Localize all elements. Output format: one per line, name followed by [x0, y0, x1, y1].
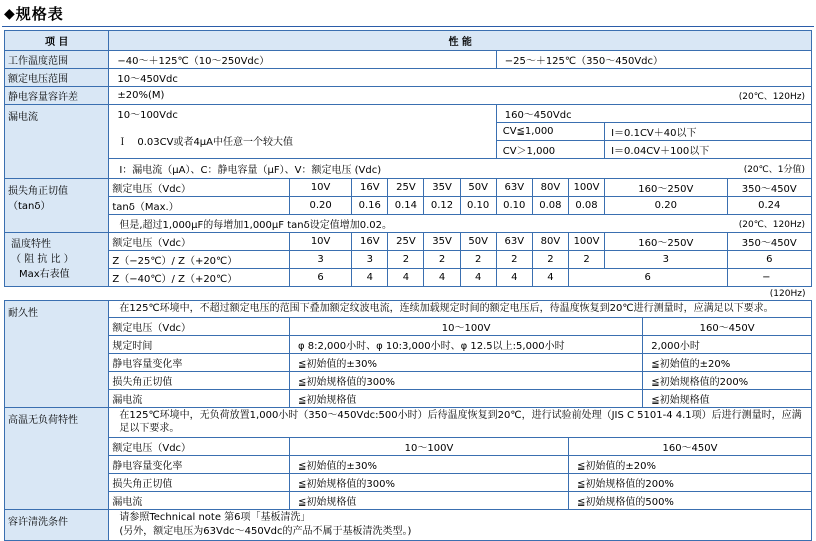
- tan-delta-value-16v: 0.16: [352, 197, 388, 215]
- endurance-duration-high: 2,000小时: [643, 335, 812, 353]
- cleaning-line-1: 请参照Technical note 第6项「基板清洗」: [119, 511, 311, 523]
- endurance-duration-label: 规定时间: [109, 335, 290, 353]
- tan-delta-value-160-250v: 0.20: [605, 197, 727, 215]
- temp-char-z25-16v: 3: [352, 251, 388, 269]
- noload-leakage-label: 漏电流: [109, 491, 290, 509]
- noload-tan-delta-low: ≦初始规格值的300%: [290, 473, 569, 491]
- table-row: [5, 509, 812, 540]
- temp-char-z40-10v: 6: [290, 269, 352, 287]
- endurance-voltage-high: 160～450V: [643, 317, 812, 335]
- noload-voltage-low: 10～100V: [290, 437, 569, 455]
- cap-tolerance-value: ±20%(M): [117, 90, 165, 101]
- tan-delta-value-10v: 0.20: [290, 197, 352, 215]
- diamond-icon: ◆: [4, 5, 15, 22]
- temp-char-voltage-63v: 63V: [496, 233, 532, 251]
- tan-delta-voltage-label: 额定电压（Vdc）: [109, 179, 290, 197]
- endurance-tan-delta-label: 损失角正切值: [109, 371, 290, 389]
- noload-tan-delta-high: ≦初始规格值的200%: [568, 473, 811, 491]
- endurance-voltage-low: 10～100V: [290, 317, 643, 335]
- leakage-formula-le-1000: I＝0.1CV＋40以下: [605, 123, 812, 141]
- table-row: [5, 197, 812, 215]
- tan-delta-voltage-10v: 10V: [290, 179, 352, 197]
- table-row: [5, 179, 812, 197]
- page-title: [0, 0, 816, 26]
- table-row: [5, 51, 812, 69]
- leakage-range-low: 10～100Vdc: [109, 105, 496, 123]
- tan-delta-value-25v: 0.14: [388, 197, 424, 215]
- endurance-cap-change-high: ≦初始值的±20%: [643, 353, 812, 371]
- tan-delta-voltage-50v: 50V: [460, 179, 496, 197]
- tan-delta-value-63v: 0.10: [496, 197, 532, 215]
- spec-table: [4, 30, 812, 541]
- leakage-cv-gt-1000: CV＞1,000: [496, 141, 604, 159]
- tan-delta-voltage-350-450v: 350～450V: [727, 179, 811, 197]
- row-label-temp-char-line3: Max右表值: [19, 269, 70, 280]
- table-row: [5, 87, 812, 105]
- temp-char-z25-63v: 2: [496, 251, 532, 269]
- high-temp-noload-description: 在125℃环境中，无负荷放置1,000小时（350～450Vdc:500小时）后待温度恢复到20℃，进行试验前处理（JIS C 5101-4 4.1项）后进行测量时，应满足以下要求。: [109, 407, 812, 437]
- temp-char-z25-350-450v: 6: [727, 251, 811, 269]
- temp-char-z40-50v: 4: [460, 269, 496, 287]
- table-row: [5, 269, 812, 287]
- endurance-description: 在125℃环境中，不超过额定电压的范围下叠加额定纹波电流，连续加载规定时间的额定电压后，待温度恢复到20℃进行测量时，应满足以下要求。: [109, 301, 812, 318]
- tan-delta-note: (20℃、120Hz): [738, 220, 805, 230]
- noload-voltage-label: 额定电压（Vdc）: [109, 437, 290, 455]
- temp-char-z25-35v: 2: [424, 251, 460, 269]
- tan-delta-value-80v: 0.08: [532, 197, 568, 215]
- endurance-duration-low: φ 8:2,000小时、φ 10:3,000小时、φ 12.5以上:5,000小时: [290, 335, 643, 353]
- table-row: [5, 353, 812, 371]
- tan-delta-voltage-100v: 100V: [568, 179, 604, 197]
- table-row: [5, 407, 812, 437]
- noload-cap-change-label: 静电容量变化率: [109, 455, 290, 473]
- temp-char-z40-100v: 6: [568, 269, 727, 287]
- table-row: [5, 301, 812, 318]
- temp-char-voltage-50v: 50V: [460, 233, 496, 251]
- table-row: [5, 123, 812, 141]
- temp-char-voltage-80v: 80V: [532, 233, 568, 251]
- tan-delta-voltage-25v: 25V: [388, 179, 424, 197]
- endurance-leakage-label: 漏电流: [109, 389, 290, 407]
- leakage-cv-le-1000: CV≦1,000: [496, 123, 604, 141]
- table-row: [5, 159, 812, 179]
- table-row: [5, 69, 812, 87]
- endurance-tan-delta-high: ≦初始规格值的200%: [643, 371, 812, 389]
- leakage-condition-low: Ｉ 0.03CV或者4μA中任意一个较大值: [109, 123, 496, 159]
- table-row: [5, 215, 812, 233]
- temp-char-z40-63v: 4: [496, 269, 532, 287]
- endurance-tan-delta-low: ≦初始规格值的300%: [290, 371, 643, 389]
- temp-char-z40-16v: 4: [352, 269, 388, 287]
- temp-char-z25-160-250v: 3: [605, 251, 727, 269]
- title-divider: [2, 26, 814, 27]
- tan-delta-value-350-450v: 0.24: [727, 197, 811, 215]
- cap-tolerance-note: (20℃、120Hz): [738, 92, 805, 102]
- table-row: [5, 317, 812, 335]
- voltage-range-value: 10～450Vdc: [109, 69, 812, 87]
- leakage-legend: I：漏电流（μA）、C：静电容量（μF）、V：额定电压 (Vdc): [119, 165, 382, 176]
- header-performance: 性 能: [109, 31, 812, 51]
- table-row: [5, 371, 812, 389]
- temp-char-voltage-35v: 35V: [424, 233, 460, 251]
- temp-char-voltage-label: 额定电压（Vdc）: [109, 233, 290, 251]
- temp-char-voltage-100v: 100V: [568, 233, 604, 251]
- tan-delta-max-label: tanδ（Max.）: [109, 197, 290, 215]
- table-row: [5, 455, 812, 473]
- endurance-leakage-high: ≦初始规格值: [643, 389, 812, 407]
- page-title-text: 规格表: [15, 5, 64, 23]
- table-row: [5, 389, 812, 407]
- table-row: [5, 437, 812, 455]
- tan-delta-voltage-160-250v: 160～250V: [605, 179, 727, 197]
- temp-char-voltage-350-450v: 350～450V: [727, 233, 811, 251]
- temp-range-value-high: −25～＋125℃（350～450Vdc）: [496, 51, 811, 69]
- tan-delta-voltage-35v: 35V: [424, 179, 460, 197]
- row-label-voltage-range: 额定电压范围: [5, 69, 109, 87]
- tan-delta-value-50v: 0.10: [460, 197, 496, 215]
- temp-char-z25-10v: 3: [290, 251, 352, 269]
- table-row: [5, 491, 812, 509]
- temp-char-z25-100v: 2: [568, 251, 604, 269]
- table-row: [5, 233, 812, 251]
- endurance-voltage-label: 额定电压（Vdc）: [109, 317, 290, 335]
- noload-cap-change-high: ≦初始值的±20%: [568, 455, 811, 473]
- noload-tan-delta-label: 损失角正切值: [109, 473, 290, 491]
- row-label-endurance: 耐久性: [5, 301, 109, 408]
- cleaning-line-2: (另外，额定电压为63Vdc～450Vdc的产品不属于基板清洗类型。): [119, 525, 412, 537]
- temp-char-voltage-10v: 10V: [290, 233, 352, 251]
- row-label-tan-delta: 损失角正切值（tanδ）: [5, 179, 109, 233]
- leakage-formula-gt-1000: I＝0.04CV＋100以下: [605, 141, 812, 159]
- noload-cap-change-low: ≦初始值的±30%: [290, 455, 569, 473]
- noload-leakage-low: ≦初始规格值: [290, 491, 569, 509]
- leakage-range-high: 160～450Vdc: [496, 105, 811, 123]
- row-label-temp-range: 工作温度范围: [5, 51, 109, 69]
- row-label-temp-char-line2: （ 阻 抗 比 ）: [11, 254, 74, 265]
- header-item: 项 目: [5, 31, 109, 51]
- table-row: [5, 105, 812, 123]
- temp-char-z25-50v: 2: [460, 251, 496, 269]
- table-row: [5, 287, 812, 301]
- tan-delta-footnote: 但是,超过1,000μF的每增加1,000μF tanδ设定值增加0.02。: [119, 220, 392, 231]
- leakage-note: (20℃、1分值): [743, 165, 805, 175]
- table-row: [5, 251, 812, 269]
- temp-char-z40-25v: 4: [388, 269, 424, 287]
- row-label-temp-char-line1: 温度特性: [11, 239, 51, 250]
- table-header-row: [5, 31, 812, 51]
- temp-char-z40-35v: 4: [424, 269, 460, 287]
- row-label-cap-tolerance: 静电容量容许差: [5, 87, 109, 105]
- temp-char-note: (120Hz): [769, 289, 806, 299]
- temp-char-voltage-160-250v: 160～250V: [605, 233, 727, 251]
- row-label-leakage: 漏电流: [5, 105, 109, 179]
- endurance-leakage-low: ≦初始规格值: [290, 389, 643, 407]
- table-row: [5, 335, 812, 353]
- tan-delta-value-100v: 0.08: [568, 197, 604, 215]
- temp-char-z25-label: Z（−25℃）/ Z（+20℃）: [109, 251, 290, 269]
- table-row: [5, 473, 812, 491]
- temp-char-z40-label: Z（−40℃）/ Z（+20℃）: [109, 269, 290, 287]
- tan-delta-value-35v: 0.12: [424, 197, 460, 215]
- temp-char-voltage-25v: 25V: [388, 233, 424, 251]
- tan-delta-voltage-63v: 63V: [496, 179, 532, 197]
- tan-delta-voltage-80v: 80V: [532, 179, 568, 197]
- temp-char-z40-350-450v: −: [762, 272, 771, 283]
- row-label-high-temp-noload: 高温无负荷特性: [5, 407, 109, 509]
- temp-char-z25-25v: 2: [388, 251, 424, 269]
- temp-char-z25-80v: 2: [532, 251, 568, 269]
- temp-range-value-low: −40～＋125℃（10～250Vdc）: [109, 51, 496, 69]
- tan-delta-voltage-16v: 16V: [352, 179, 388, 197]
- noload-voltage-high: 160～450V: [568, 437, 811, 455]
- row-label-cleaning: 容许清洗条件: [5, 509, 109, 540]
- endurance-cap-change-low: ≦初始值的±30%: [290, 353, 643, 371]
- temp-char-z40-80v: 4: [532, 269, 568, 287]
- endurance-cap-change-label: 静电容量变化率: [109, 353, 290, 371]
- noload-leakage-high: ≦初始规格值的500%: [568, 491, 811, 509]
- temp-char-voltage-16v: 16V: [352, 233, 388, 251]
